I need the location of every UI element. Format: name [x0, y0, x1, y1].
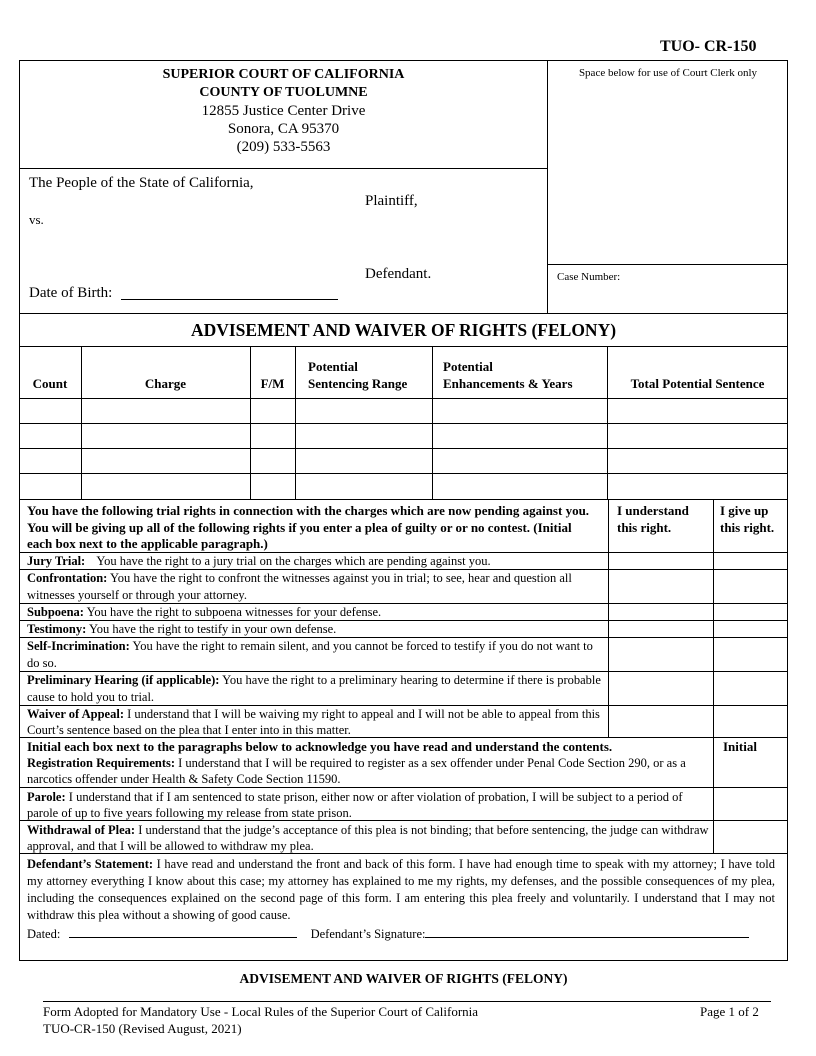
- right-jury-trial: [27, 553, 605, 569]
- dated-label: Dated:: [27, 927, 61, 941]
- right-label: Waiver of Appeal:: [27, 707, 124, 721]
- giveup-box[interactable]: [714, 621, 787, 636]
- col-enhancements: [443, 359, 573, 392]
- signature-label: Defendant’s Signature:: [310, 927, 426, 941]
- col-count: Count: [32, 376, 68, 391]
- defendant-statement: [27, 856, 775, 924]
- initial-box[interactable]: [714, 821, 787, 852]
- col-range: [308, 359, 407, 392]
- understand-box[interactable]: [609, 553, 712, 568]
- right-text: You have the right to subpoena witnesses for your defense.: [86, 605, 382, 619]
- form-code: TUO- CR-150: [660, 38, 757, 55]
- initial-box[interactable]: [714, 788, 787, 819]
- col-enh-line2: Enhancements & Years: [443, 376, 573, 391]
- right-waiver-of-appeal: [27, 706, 605, 738]
- statement-label: Defendant’s Statement:: [27, 857, 154, 871]
- clerk-space-label: Space below for use of Court Clerk only: [578, 67, 758, 79]
- ack-text: I understand that if I am sentenced to state prison, either now or after violation of probation, I will be subject to a period of parole of up to five years following my release from state prison.: [27, 790, 683, 820]
- giveup-box[interactable]: [714, 604, 787, 619]
- col-understand: I understand this right.: [617, 503, 689, 535]
- understand-box[interactable]: [609, 621, 712, 636]
- col-initial: Initial: [723, 739, 757, 754]
- right-text: You have the right to testify in your own defense.: [88, 622, 337, 636]
- right-self-incrimination: [27, 638, 605, 671]
- ack-text: I understand that the judge’s acceptance of this plea is not binding; that before sentencing, the judge can withdraw approval, and that I will be allowed to withdraw my plea.: [27, 823, 709, 853]
- right-label: Preliminary Hearing (if applicable):: [27, 673, 220, 687]
- col-giveup: I give up this right.: [720, 503, 775, 535]
- court-header: [19, 66, 548, 156]
- ack-withdrawal: [27, 822, 709, 854]
- footer-page: Page 1 of 2: [700, 1004, 759, 1019]
- court-phone: (209) 533-5563: [236, 139, 331, 155]
- plaintiff-name: The People of the State of California,: [29, 175, 254, 191]
- ack-text: I understand that I will be required to register as a sex offender under Penal Code Section 290, or as a narcotics offender under Health & Safety Code Section 11590.: [27, 756, 686, 786]
- statement-text: I have read and understand the front and back of this form. I have had enough time to speak with my attorney; I have told my attorney everything I know about this case; my attorney has explained to me my rights, my defenses, and the possible consequences of my plea, including the consequences explained on the second page of this form. I am entering this plea freely and voluntarily. I understand that I may not withdraw this plea without a showing of good cause.: [27, 857, 776, 922]
- signature-field[interactable]: [425, 925, 749, 938]
- understand-box[interactable]: [609, 672, 712, 704]
- right-text: You have the right to confront the witnesses against you in trial; to see, hear and question all witnesses yourself or through your attorney.: [27, 571, 572, 602]
- col-enh-line1: Potential: [443, 359, 493, 374]
- col-range-line2: Sentencing Range: [308, 376, 408, 391]
- dob-field[interactable]: [121, 299, 338, 300]
- right-confrontation: [27, 570, 605, 603]
- dob-label: Date of Birth:: [29, 285, 113, 301]
- case-number-label: Case Number:: [557, 271, 621, 283]
- plaintiff-label: Plaintiff,: [365, 193, 418, 209]
- footer-adopted: Form Adopted for Mandatory Use - Local Rules of the Superior Court of California: [43, 1004, 479, 1019]
- understand-box[interactable]: [609, 604, 712, 619]
- ack-parole: [27, 789, 709, 821]
- right-label: Self-Incrimination:: [27, 639, 130, 653]
- initial-box[interactable]: [714, 755, 787, 786]
- form-title: ADVISEMENT AND WAIVER OF RIGHTS (FELONY): [190, 320, 617, 340]
- defendant-label: Defendant.: [365, 266, 432, 282]
- county-name: COUNTY OF TUOLUMNE: [199, 85, 368, 100]
- col-fm: F/M: [260, 376, 285, 391]
- understand-box[interactable]: [609, 706, 712, 736]
- col-charge: Charge: [144, 376, 187, 391]
- dated-field[interactable]: [69, 925, 297, 938]
- charge-row[interactable]: [20, 399, 787, 422]
- giveup-box[interactable]: [714, 570, 787, 602]
- right-testimony: [27, 621, 605, 637]
- right-label: Jury Trial:: [27, 554, 86, 568]
- giveup-box[interactable]: [714, 553, 787, 568]
- case-number-field[interactable]: [630, 268, 780, 308]
- understand-box[interactable]: [609, 638, 712, 670]
- right-label: Testimony:: [27, 622, 87, 636]
- right-label: Confrontation:: [27, 571, 108, 585]
- charge-row[interactable]: [20, 449, 787, 472]
- ack-label: Parole:: [27, 790, 66, 804]
- giveup-box[interactable]: [714, 638, 787, 670]
- right-preliminary-hearing: [27, 672, 605, 705]
- charge-row[interactable]: [20, 424, 787, 447]
- right-text: I understand that I will be waiving my right to appeal and I will not be able to appeal from this Court’s sentence based on the plea that I enter into in this matter.: [27, 707, 600, 737]
- col-total: Total Potential Sentence: [630, 376, 765, 391]
- court-address-1: 12855 Justice Center Drive: [201, 103, 366, 119]
- footer-title: ADVISEMENT AND WAIVER OF RIGHTS (FELONY): [239, 971, 568, 986]
- rights-intro: You have the following trial rights in connection with the charges which are now pending against you. You will be giving up all of the following rights if you enter a plea of guilty or or no contest. (Initial each box next to the applicable paragraph.): [27, 503, 590, 551]
- court-address-2: Sonora, CA 95370: [227, 121, 340, 137]
- right-subpoena: [27, 604, 605, 620]
- dated-row: [27, 925, 777, 942]
- right-text: You have the right to a jury trial on the charges which are pending against you.: [96, 554, 491, 568]
- right-label: Subpoena:: [27, 605, 84, 619]
- court-name: SUPERIOR COURT OF CALIFORNIA: [162, 67, 405, 82]
- clerk-space-area: [548, 84, 787, 262]
- ack-registration: [27, 755, 709, 787]
- acknowledge-intro: Initial each box next to the paragraphs below to acknowledge you have read and understand the contents.: [27, 739, 613, 754]
- understand-box[interactable]: [609, 570, 712, 602]
- right-text: You have the right to remain silent, and you cannot be forced to testify if you do not want to do so.: [27, 639, 593, 670]
- ack-label: Withdrawal of Plea:: [27, 823, 136, 837]
- giveup-box[interactable]: [714, 672, 787, 704]
- footer-revised: TUO-CR-150 (Revised August, 2021): [43, 1021, 242, 1036]
- vs-label: vs.: [29, 212, 44, 227]
- giveup-box[interactable]: [714, 706, 787, 736]
- charge-row[interactable]: [20, 474, 787, 498]
- right-text: You have the right to a preliminary hearing to determine if there is probable cause to hold you to trial.: [27, 673, 601, 704]
- ack-label: Registration Requirements:: [27, 756, 176, 770]
- col-range-line1: Potential: [308, 359, 358, 374]
